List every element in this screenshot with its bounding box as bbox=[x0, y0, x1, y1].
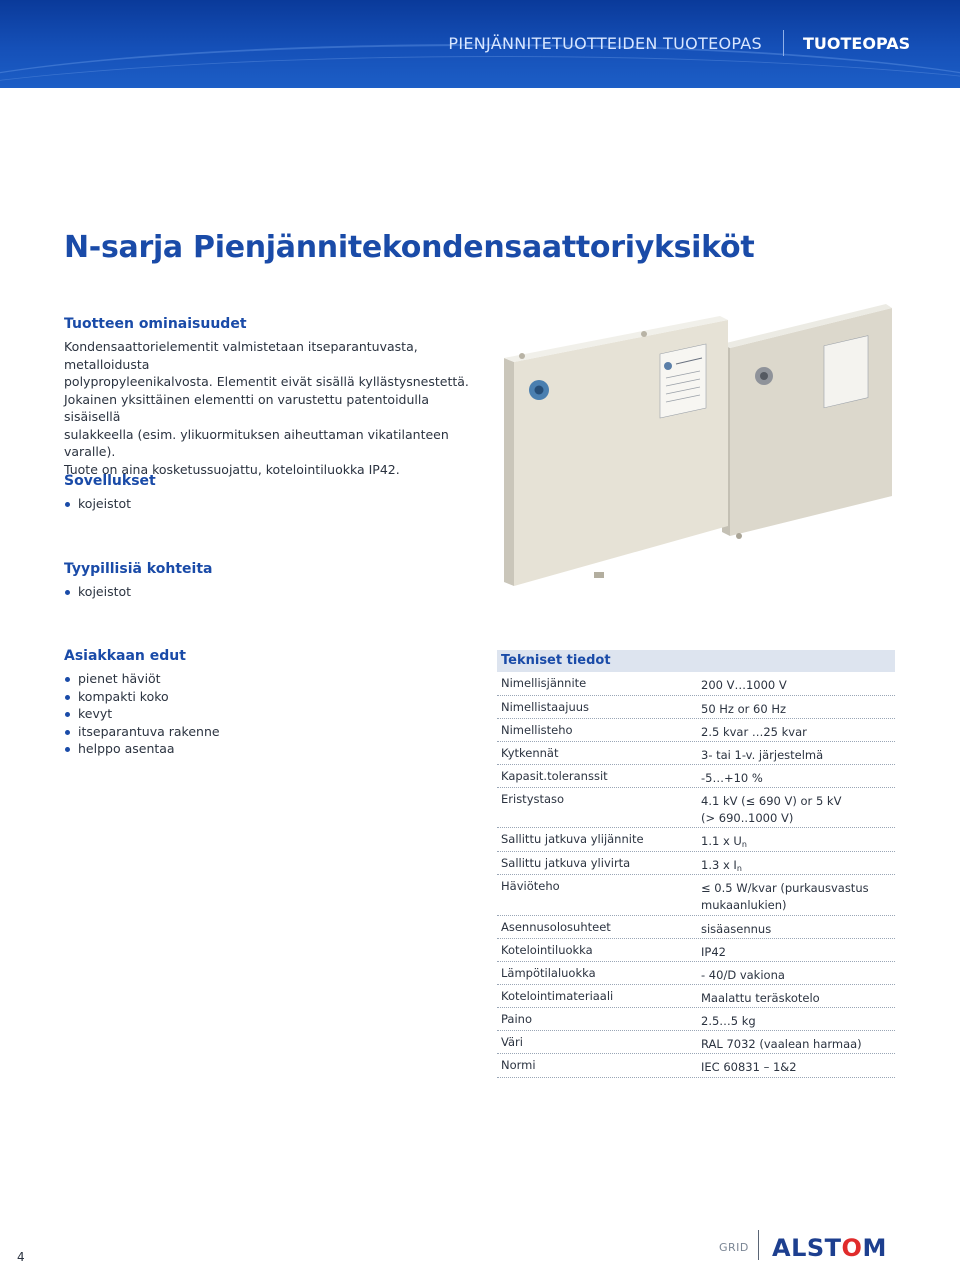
logo-accent: O bbox=[841, 1234, 863, 1262]
spec-value: IP42 bbox=[701, 945, 726, 959]
spec-key: Kapasit.toleranssit bbox=[501, 769, 608, 783]
table-row bbox=[497, 719, 895, 742]
product-image bbox=[494, 300, 904, 600]
features-paragraph bbox=[64, 338, 484, 478]
spec-value: 200 V…1000 V bbox=[701, 678, 787, 692]
benefits-list bbox=[64, 670, 220, 758]
typical-list bbox=[64, 583, 131, 601]
spec-value: 2.5 kvar …25 kvar bbox=[701, 725, 807, 739]
list-item: pienet häviöt bbox=[64, 670, 220, 688]
page-title: N-sarja Pienjännitekondensaattoriyksiköt bbox=[64, 230, 755, 265]
table-row bbox=[497, 985, 895, 1008]
list-item: itseparantuva rakenne bbox=[64, 723, 220, 741]
benefits-heading: Asiakkaan edut bbox=[64, 648, 186, 664]
spec-key: Sallittu jatkuva ylijännite bbox=[501, 832, 644, 846]
spec-key: Kytkennät bbox=[501, 746, 559, 760]
table-row bbox=[497, 696, 895, 719]
spec-value: RAL 7032 (vaalean harmaa) bbox=[701, 1037, 862, 1051]
header-tag: TUOTEOPAS bbox=[803, 34, 911, 53]
features-line: polypropyleenikalvosta. Elementit eivät sisällä kyllästysnestettä. bbox=[64, 374, 469, 389]
header-band bbox=[0, 0, 960, 88]
spec-value: 2.5…5 kg bbox=[701, 1014, 756, 1028]
spec-key: Nimellistaajuus bbox=[501, 700, 590, 714]
spec-key: Asennusolosuhteet bbox=[501, 920, 611, 934]
spec-key: Paino bbox=[501, 1012, 532, 1026]
page-number: 4 bbox=[17, 1250, 25, 1264]
table-row bbox=[497, 1054, 895, 1078]
spec-value bbox=[701, 828, 895, 851]
spec-value-line: mukaanlukien) bbox=[701, 898, 787, 912]
spec-value: 50 Hz or 60 Hz bbox=[701, 702, 787, 716]
spec-key: Väri bbox=[501, 1035, 523, 1049]
alstom-logo bbox=[772, 1234, 887, 1262]
spec-value-line: 4.1 kV (≤ 690 V) or 5 kV bbox=[701, 794, 842, 808]
features-line: Kondensaattorielementit valmistetaan itseparantuvasta, metalloidusta bbox=[64, 339, 418, 372]
applications-list bbox=[64, 495, 131, 513]
table-row bbox=[497, 1031, 895, 1054]
spec-heading: Tekniset tiedot bbox=[497, 650, 895, 672]
grid-label: GRID bbox=[719, 1241, 749, 1254]
applications-heading: Sovellukset bbox=[64, 473, 156, 489]
table-row bbox=[497, 788, 895, 828]
spec-key: Nimellisjännite bbox=[501, 676, 587, 690]
logo-text: ALST bbox=[772, 1234, 842, 1262]
table-row bbox=[497, 852, 895, 875]
table-row bbox=[497, 939, 895, 962]
typical-heading: Tyypillisiä kohteita bbox=[64, 561, 213, 577]
table-row bbox=[497, 916, 895, 939]
spec-value: Maalattu teräskotelo bbox=[701, 991, 820, 1005]
spec-value: 3- tai 1-v. järjestelmä bbox=[701, 748, 824, 762]
capacitor-unit-back bbox=[722, 304, 892, 539]
spec-key: Sallittu jatkuva ylivirta bbox=[501, 856, 631, 870]
spec-key: Nimellisteho bbox=[501, 723, 573, 737]
spec-value: - 40/D vakiona bbox=[701, 968, 785, 982]
subscript: n bbox=[736, 864, 742, 873]
features-line: Tuote on aina kosketussuojattu, kotelointiluokka IP42. bbox=[64, 461, 400, 477]
list-item: helppo asentaa bbox=[64, 740, 220, 758]
header-title: PIENJÄNNITETUOTTEIDEN TUOTEOPAS bbox=[448, 34, 762, 53]
table-row bbox=[497, 765, 895, 788]
table-row bbox=[497, 742, 895, 765]
table-row bbox=[497, 672, 895, 696]
list-item: kojeistot bbox=[64, 583, 131, 601]
spec-value-line: (> 690..1000 V) bbox=[701, 811, 794, 825]
table-row bbox=[497, 962, 895, 985]
spec-value bbox=[701, 875, 895, 915]
header-divider bbox=[783, 30, 784, 56]
spec-key: Eristystaso bbox=[501, 792, 565, 806]
list-item: kompakti koko bbox=[64, 688, 220, 706]
spec-key: Häviöteho bbox=[501, 879, 560, 893]
spec-key: Lämpötilaluokka bbox=[501, 966, 596, 980]
features-line: sulakkeella (esim. ylikuormituksen aiheuttaman vikatilanteen varalle). bbox=[64, 426, 449, 459]
spec-key: Kotelointimateriaali bbox=[501, 989, 614, 1003]
spec-value-text: 1.3 x I bbox=[701, 858, 737, 872]
table-row bbox=[497, 828, 895, 852]
spec-key: Kotelointiluokka bbox=[501, 943, 593, 957]
footer-divider bbox=[758, 1230, 759, 1260]
features-line: Jokainen yksittäinen elementti on varustettu patentoidulla sisäisellä bbox=[64, 391, 430, 424]
spec-value bbox=[701, 788, 895, 827]
spec-value-text: 1.1 x U bbox=[701, 834, 742, 848]
features-heading: Tuotteen ominaisuudet bbox=[64, 316, 247, 332]
list-item: kevyt bbox=[64, 705, 220, 723]
logo-text: M bbox=[862, 1234, 887, 1262]
spec-value: sisäasennus bbox=[701, 922, 772, 936]
table-row bbox=[497, 875, 895, 916]
spec-key: Normi bbox=[501, 1058, 536, 1072]
spec-value bbox=[701, 852, 895, 874]
subscript: n bbox=[741, 840, 747, 849]
spec-value-line: ≤ 0.5 W/kvar (purkausvastus bbox=[701, 881, 869, 895]
spec-value: -5…+10 % bbox=[701, 771, 763, 785]
table-row bbox=[497, 1008, 895, 1031]
spec-table bbox=[497, 650, 895, 1078]
capacitor-unit-front bbox=[504, 316, 728, 586]
list-item: kojeistot bbox=[64, 495, 131, 513]
spec-value: IEC 60831 – 1&2 bbox=[701, 1060, 797, 1074]
